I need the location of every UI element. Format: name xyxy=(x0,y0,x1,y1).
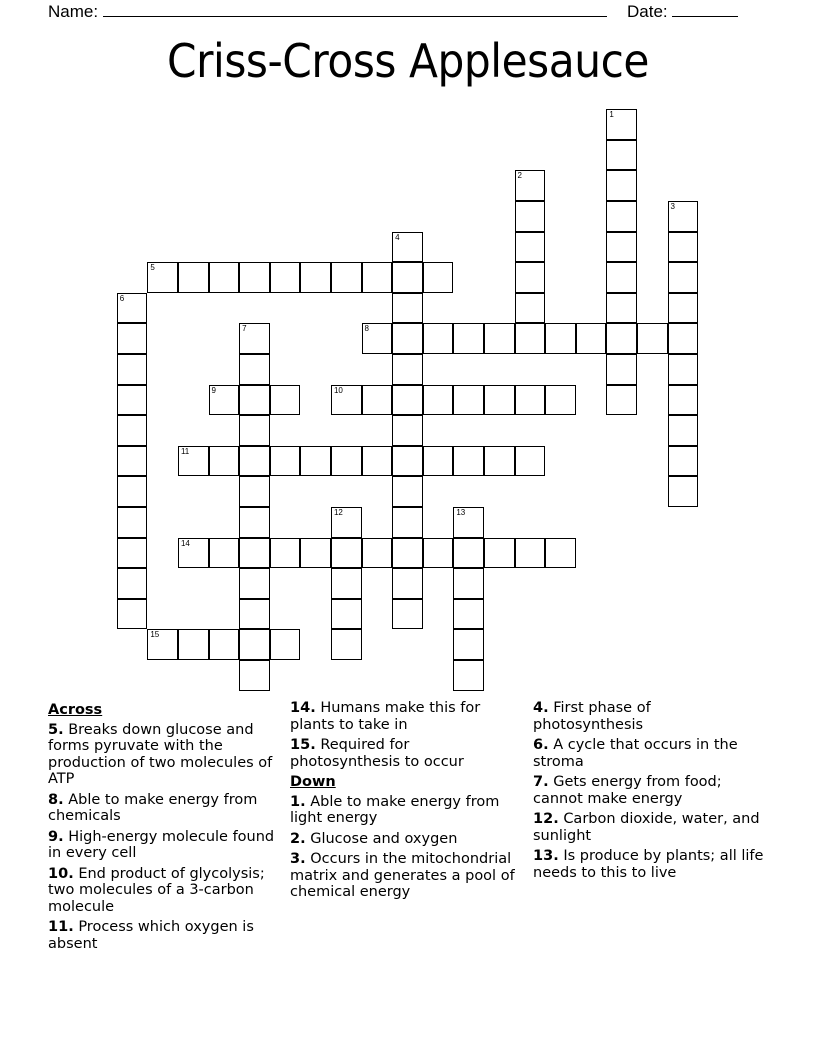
crossword-cell[interactable] xyxy=(515,385,546,416)
crossword-cell[interactable] xyxy=(576,323,607,354)
crossword-cell[interactable] xyxy=(668,262,699,293)
crossword-cell[interactable] xyxy=(362,446,393,477)
crossword-cell[interactable] xyxy=(270,385,301,416)
crossword-cell[interactable] xyxy=(270,446,301,477)
crossword-cell[interactable] xyxy=(392,323,423,354)
crossword-cell[interactable] xyxy=(392,538,423,569)
crossword-cell[interactable] xyxy=(606,293,637,324)
crossword-cell[interactable] xyxy=(392,385,423,416)
crossword-cell[interactable] xyxy=(117,415,148,446)
crossword-cell[interactable] xyxy=(209,385,240,416)
crossword-cell[interactable] xyxy=(270,262,301,293)
crossword-cell[interactable] xyxy=(606,109,637,140)
crossword-cell[interactable] xyxy=(668,476,699,507)
crossword-cell[interactable] xyxy=(515,170,546,201)
crossword-cell[interactable] xyxy=(515,293,546,324)
crossword-cell[interactable] xyxy=(606,262,637,293)
clue-across-8: 8. Able to make energy from chemicals xyxy=(48,791,258,824)
crossword-cell[interactable] xyxy=(423,446,454,477)
crossword-cell[interactable] xyxy=(606,170,637,201)
crossword-cell[interactable] xyxy=(209,446,240,477)
crossword-cell[interactable] xyxy=(331,385,362,416)
crossword-cell[interactable] xyxy=(117,293,148,324)
crossword-cell[interactable] xyxy=(209,262,240,293)
crossword-cell[interactable] xyxy=(239,354,270,385)
clue-number-label: 8 xyxy=(364,324,369,334)
name-label: Name: xyxy=(48,2,99,21)
crossword-cell[interactable] xyxy=(423,262,454,293)
crossword-cell[interactable] xyxy=(239,415,270,446)
crossword-cell[interactable] xyxy=(239,599,270,630)
crossword-cell[interactable] xyxy=(515,538,546,569)
clues-column-1 xyxy=(48,700,280,956)
crossword-cell[interactable] xyxy=(545,323,576,354)
crossword-cell[interactable] xyxy=(239,262,270,293)
crossword-cell[interactable] xyxy=(515,201,546,232)
clue-across-9: 9. High-energy molecule found in every cell xyxy=(48,828,275,861)
crossword-cell[interactable] xyxy=(239,507,270,538)
clue-down-7: 7. Gets energy from food; cannot make energy xyxy=(533,774,722,807)
clue-across-14: 14. Humans make this for plants to take in xyxy=(290,700,481,733)
crossword-cell[interactable] xyxy=(606,140,637,171)
crossword-cell[interactable] xyxy=(392,568,423,599)
crossword-cell[interactable] xyxy=(453,446,484,477)
crossword-cell[interactable] xyxy=(117,568,148,599)
clue-number-label: 13 xyxy=(456,508,466,518)
crossword-cell[interactable] xyxy=(545,538,576,569)
crossword-cell[interactable] xyxy=(545,385,576,416)
crossword-cell[interactable] xyxy=(392,476,423,507)
clue-number-label: 9 xyxy=(211,385,216,395)
crossword-cell[interactable] xyxy=(606,323,637,354)
crossword-cell[interactable] xyxy=(178,538,209,569)
crossword-cell[interactable] xyxy=(453,323,484,354)
clue-number-label: 12 xyxy=(333,508,343,518)
date-label: Date: xyxy=(627,2,668,21)
clue-down-6: 6. A cycle that occurs in the stroma xyxy=(533,737,738,770)
clues-column-2 xyxy=(290,700,522,905)
down-heading: Down xyxy=(290,774,336,790)
crossword-cell[interactable] xyxy=(392,415,423,446)
crossword-cell[interactable] xyxy=(453,629,484,660)
crossword-cell[interactable] xyxy=(331,262,362,293)
crossword-cell[interactable] xyxy=(453,599,484,630)
crossword-cell[interactable] xyxy=(515,232,546,263)
clue-number-label: 2 xyxy=(517,171,522,181)
crossword-cell[interactable] xyxy=(606,232,637,263)
crossword-cell[interactable] xyxy=(362,385,393,416)
crossword-cell[interactable] xyxy=(668,354,699,385)
crossword-cell[interactable] xyxy=(453,538,484,569)
crossword-cell[interactable] xyxy=(392,599,423,630)
crossword-cell[interactable] xyxy=(392,446,423,477)
crossword-cell[interactable] xyxy=(117,599,148,630)
crossword-cell[interactable] xyxy=(331,629,362,660)
crossword-cell[interactable] xyxy=(668,323,699,354)
crossword-cell[interactable] xyxy=(392,293,423,324)
crossword-cell[interactable] xyxy=(331,507,362,538)
crossword-cell[interactable] xyxy=(668,446,699,477)
crossword-cell[interactable] xyxy=(147,262,178,293)
crossword-cell[interactable] xyxy=(423,323,454,354)
crossword-cell[interactable] xyxy=(300,446,331,477)
crossword-cell[interactable] xyxy=(331,599,362,630)
crossword-cell[interactable] xyxy=(668,415,699,446)
crossword-cell[interactable] xyxy=(239,476,270,507)
crossword-cell[interactable] xyxy=(453,660,484,691)
crossword-cell[interactable] xyxy=(484,538,515,569)
crossword-cell[interactable] xyxy=(606,385,637,416)
clue-across-10: 10. End product of glycolysis; two molecules of a 3-carbon molecule xyxy=(48,865,265,915)
crossword-cell[interactable] xyxy=(147,629,178,660)
clue-across-5: 5. Breaks down glucose and forms pyruvate with the production of two molecules of ATP xyxy=(48,721,273,787)
crossword-cell[interactable] xyxy=(239,568,270,599)
clue-down-1: 1. Able to make energy from light energy xyxy=(290,793,500,826)
crossword-cell[interactable] xyxy=(331,538,362,569)
crossword-cell[interactable] xyxy=(392,354,423,385)
crossword-cell[interactable] xyxy=(453,507,484,538)
crossword-cell[interactable] xyxy=(668,232,699,263)
crossword-cell[interactable] xyxy=(392,232,423,263)
clue-number-label: 3 xyxy=(670,202,675,212)
crossword-cell[interactable] xyxy=(209,629,240,660)
clue-number-label: 15 xyxy=(150,630,160,640)
crossword-cell[interactable] xyxy=(453,385,484,416)
crossword-cell[interactable] xyxy=(606,354,637,385)
clue-number-label: 7 xyxy=(242,324,247,334)
crossword-cell[interactable] xyxy=(270,629,301,660)
crossword-cell[interactable] xyxy=(668,385,699,416)
crossword-cell[interactable] xyxy=(331,446,362,477)
crossword-cell[interactable] xyxy=(117,354,148,385)
crossword-cell[interactable] xyxy=(117,476,148,507)
crossword-cell[interactable] xyxy=(239,629,270,660)
crossword-cell[interactable] xyxy=(178,629,209,660)
crossword-cell[interactable] xyxy=(331,568,362,599)
clue-down-3: 3. Occurs in the mitochondrial matrix and generates a pool of chemical energy xyxy=(290,851,515,900)
clue-down-4: 4. First phase of photosynthesis xyxy=(533,700,651,733)
crossword-cell[interactable] xyxy=(637,323,668,354)
crossword-cell[interactable] xyxy=(270,538,301,569)
crossword-cell[interactable] xyxy=(668,293,699,324)
crossword-cell[interactable] xyxy=(392,507,423,538)
crossword-cell[interactable] xyxy=(423,385,454,416)
crossword-cell[interactable] xyxy=(362,538,393,569)
crossword-cell[interactable] xyxy=(117,385,148,416)
crossword-cell[interactable] xyxy=(117,507,148,538)
crossword-cell[interactable] xyxy=(515,262,546,293)
clue-number-label: 6 xyxy=(119,293,125,303)
crossword-cell[interactable] xyxy=(362,262,393,293)
crossword-cell[interactable] xyxy=(239,660,270,691)
clue-down-2: 2. Glucose and oxygen xyxy=(290,830,458,847)
crossword-cell[interactable] xyxy=(423,538,454,569)
clue-number-label: 1 xyxy=(609,110,614,120)
crossword-cell[interactable] xyxy=(239,385,270,416)
clue-number-label: 4 xyxy=(395,232,400,242)
crossword-cell[interactable] xyxy=(484,446,515,477)
crossword-cell[interactable] xyxy=(484,385,515,416)
clue-down-13: 13. Is produce by plants; all life needs to this to live xyxy=(533,848,764,881)
crossword-cell[interactable] xyxy=(209,538,240,569)
crossword-cell[interactable] xyxy=(606,201,637,232)
crossword-cell[interactable] xyxy=(239,538,270,569)
crossword-cell[interactable] xyxy=(362,323,393,354)
crossword-cell[interactable] xyxy=(484,323,515,354)
clue-number-label: 11 xyxy=(180,446,190,456)
crossword-cell[interactable] xyxy=(392,262,423,293)
crossword-cell[interactable] xyxy=(117,446,148,477)
crossword-cell[interactable] xyxy=(117,538,148,569)
clue-across-11: 11. Process which oxygen is absent xyxy=(48,919,254,952)
crossword-cell[interactable] xyxy=(300,262,331,293)
crossword-cell[interactable] xyxy=(239,323,270,354)
crossword-cell[interactable] xyxy=(668,201,699,232)
clues-column-3 xyxy=(533,700,765,885)
clue-across-15: 15. Required for photosynthesis to occur xyxy=(290,737,464,770)
crossword-cell[interactable] xyxy=(453,568,484,599)
crossword-cell[interactable] xyxy=(239,446,270,477)
crossword-cell[interactable] xyxy=(117,323,148,354)
clue-down-12: 12. Carbon dioxide, water, and sunlight xyxy=(533,811,760,844)
across-heading: Across xyxy=(48,702,103,718)
crossword-cell[interactable] xyxy=(515,446,546,477)
clue-number-label: 14 xyxy=(180,538,190,548)
clue-number-label: 10 xyxy=(333,385,343,395)
crossword-cell[interactable] xyxy=(178,446,209,477)
crossword-cell[interactable] xyxy=(300,538,331,569)
crossword-cell[interactable] xyxy=(178,262,209,293)
crossword-cell[interactable] xyxy=(515,323,546,354)
clue-number-label: 5 xyxy=(150,263,155,273)
page-title: Criss-Cross Applesauce xyxy=(166,34,649,88)
